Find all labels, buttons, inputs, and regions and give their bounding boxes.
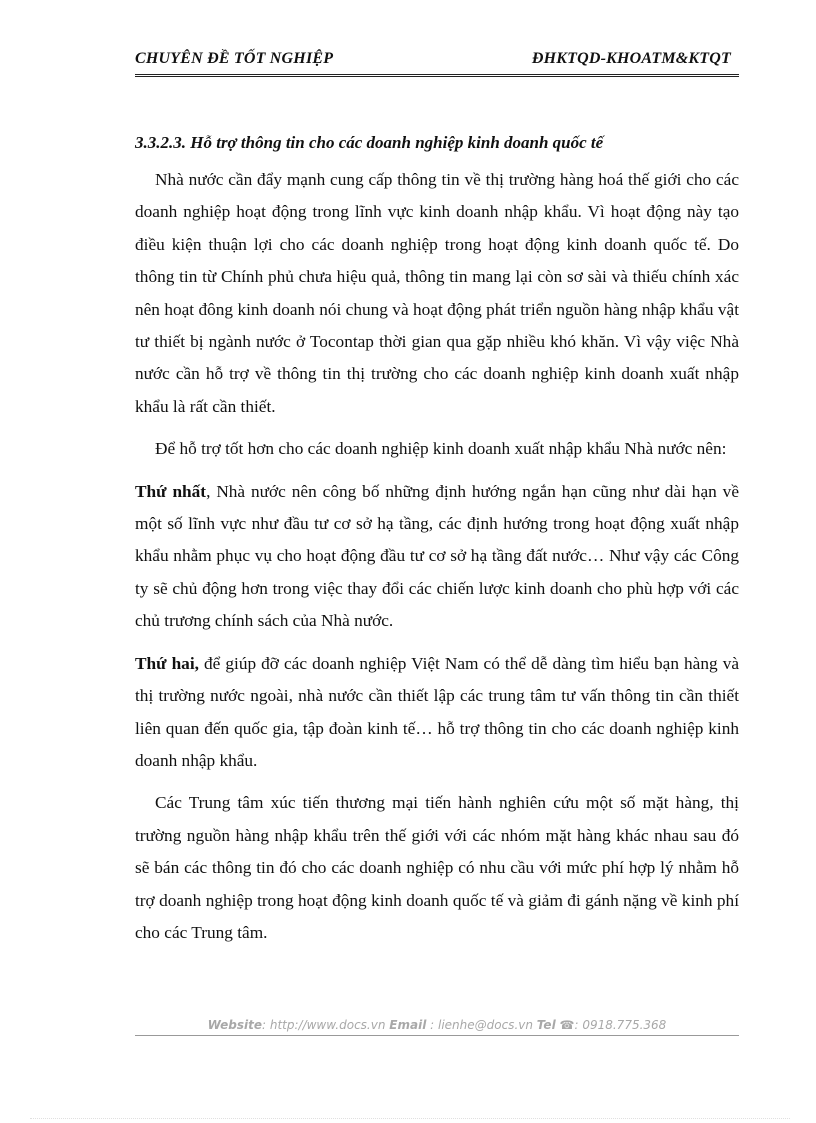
paragraph-3 (135, 476, 739, 638)
paragraph-3-text: , Nhà nước nên công bố những định hướng ngắn hạn cũng như dài hạn về một số lĩnh vực như đầu tư cơ sở hạ tầng, các định hướng trong hoạt động xuất nhập khẩu nhằm phục vụ cho hoạt động đầu tư cơ sở hạ tầng đất nước… Như vậy các Công ty sẽ chủ động hơn trong việc thay đổi các chiến lược kinh doanh cho phù hợp với các chủ trương chính sách của Nhà nước. (135, 481, 739, 631)
header-right-title: ĐHKTQD-KHOATM&KTQT (531, 50, 731, 67)
footer-email-link[interactable]: : lienhe@docs.vn (426, 1018, 533, 1032)
paragraph-4-text: để giúp đỡ các doanh nghiệp Việt Nam có thể dễ dàng tìm hiểu bạn hàng và thị trường nước ngoài, nhà nước cần thiết lập các trung tâm tư vấn thông tin cần thiết liên quan đến quốc gia, tập đoàn kinh tế… hỗ trợ thông tin cho các doanh nghiệp kinh doanh nhập khẩu. (135, 653, 740, 770)
page-bottom-divider (30, 1118, 790, 1119)
footer-tel-value: : 0918.775.368 (574, 1018, 667, 1032)
page-header (135, 48, 739, 77)
footer-website-label: Website (207, 1018, 262, 1032)
paragraph-4 (135, 648, 739, 778)
section-title: 3.3.2.3. Hỗ trợ thông tin cho các doanh nghiệp kinh doanh quốc tế (135, 133, 604, 152)
page-footer (135, 1018, 739, 1036)
footer-website-link[interactable]: : http://www.docs.vn (262, 1018, 386, 1032)
phone-icon: ☎ (559, 1018, 575, 1032)
paragraph-5: Các Trung tâm xúc tiến thương mại tiến hành nghiên cứu một số mặt hàng, thị trường nguồn hàng nhập khẩu trên thế giới với các nhóm mặt hàng khác nhau sau đó sẽ bán các thông tin đó cho các doanh nghiệp có nhu cầu với mức phí hợp lý nhằm hỗ trợ doanh nghiệp trong hoạt động kinh doanh quốc tế và giảm đi gánh nặng về kinh phí cho các Trung tâm. (135, 793, 739, 942)
document-body (135, 128, 739, 949)
header-left-title: CHUYÊN ĐỀ TỐT NGHIỆP (135, 50, 334, 67)
paragraph-1: Nhà nước cần đẩy mạnh cung cấp thông tin về thị trường hàng hoá thế giới cho các doanh nghiệp hoạt động trong lĩnh vực kinh doanh nhập khẩu. Vì hoạt động này tạo điều kiện thuận lợi cho các doanh nghiệp trong hoạt động kinh doanh quốc tế. Do thông tin từ Chính phủ chưa hiệu quả, thông tin mang lại còn sơ sài và thiếu chính xác nên hoạt đông kinh doanh nói chung và hoạt động phát triển nguồn hàng nhập khẩu vật tư thiết bị ngành nước ở Tocontap thời gian qua gặp nhiều khó khăn. Vì vậy việc Nhà nước cần hỗ trợ về thông tin thị trường cho các doanh nghiệp kinh doanh xuất nhập khẩu là rất cần thiết. (135, 170, 739, 416)
footer-tel-label: Tel (536, 1018, 556, 1032)
footer-email-label: Email (389, 1018, 427, 1032)
paragraph-3-lead: Thứ nhất (135, 481, 207, 501)
paragraph-2: Để hỗ trợ tốt hơn cho các doanh nghiệp kinh doanh xuất nhập khẩu Nhà nước nên: (155, 439, 727, 459)
paragraph-4-lead: Thứ hai, (135, 653, 199, 673)
